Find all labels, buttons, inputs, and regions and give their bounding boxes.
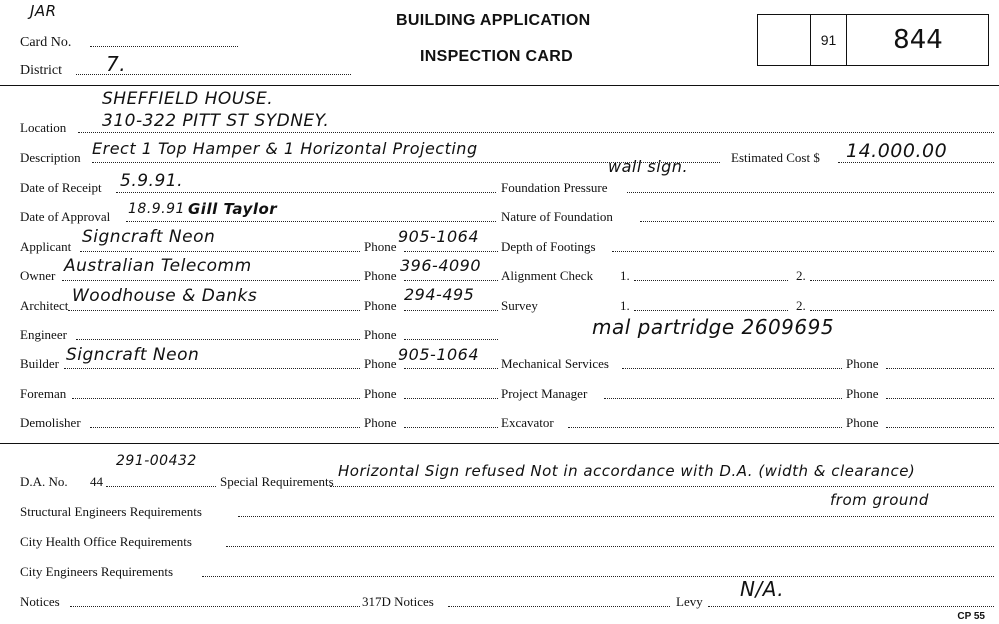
card-no-field[interactable] — [90, 46, 238, 47]
box-number: 844 — [893, 25, 943, 55]
excavator-field[interactable] — [568, 427, 842, 428]
applicant-field[interactable] — [80, 251, 360, 252]
demolisher-phone-label: Phone — [364, 415, 397, 430]
card-title-line1: BUILDING APPLICATION — [396, 12, 591, 29]
box-year: 91 — [811, 15, 847, 65]
levy-value: N/A. — [740, 577, 785, 601]
special-requirements-label: Special Requirements — [220, 474, 334, 489]
date-receipt-value: 5.9.91. — [120, 171, 183, 191]
date-receipt-label: Date of Receipt — [20, 180, 102, 195]
survey-num2: 2. — [796, 298, 806, 313]
owner-phone-label: Phone — [364, 268, 397, 283]
demolisher-label: Demolisher — [20, 415, 81, 430]
engineer-phone-field[interactable] — [404, 339, 498, 340]
location-line2: 310-322 PITT ST SYDNEY. — [102, 111, 330, 131]
builder-label: Builder — [20, 356, 59, 371]
architect-phone-label: Phone — [364, 298, 397, 313]
demolisher-phone-field[interactable] — [404, 427, 498, 428]
alignment-field-1[interactable] — [634, 280, 788, 281]
survey-num1: 1. — [620, 298, 630, 313]
excavator-label: Excavator — [501, 415, 554, 430]
architect-phone-field[interactable] — [404, 310, 498, 311]
engineer-label: Engineer — [20, 327, 67, 342]
foundation-pressure-field[interactable] — [627, 192, 994, 193]
box-blank-cell — [758, 15, 811, 65]
approval-signature: Gill Taylor — [188, 200, 278, 218]
owner-value: Australian Telecomm — [64, 256, 252, 276]
estimated-cost-label: Estimated Cost $ — [731, 150, 820, 165]
alignment-num2: 2. — [796, 268, 806, 283]
builder-value: Signcraft Neon — [66, 345, 200, 365]
da-prefix: 44 — [90, 474, 103, 489]
architect-field[interactable] — [68, 310, 360, 311]
excavator-phone-label: Phone — [846, 415, 879, 430]
applicant-phone: 905-1064 — [398, 227, 480, 246]
demolisher-field[interactable] — [90, 427, 360, 428]
notices-field[interactable] — [70, 606, 360, 607]
location-field[interactable] — [78, 132, 994, 133]
card-no-label: Card No. — [20, 35, 72, 50]
project-manager-phone-label: Phone — [846, 386, 879, 401]
builder-phone-field[interactable] — [404, 368, 498, 369]
divider-top — [0, 85, 999, 86]
alignment-field-2[interactable] — [810, 280, 994, 281]
architect-value: Woodhouse & Danks — [72, 286, 258, 306]
foreman-field[interactable] — [72, 398, 360, 399]
initials: JAR — [30, 2, 57, 20]
project-manager-phone-field[interactable] — [886, 398, 994, 399]
description-cont: wall sign. — [608, 157, 689, 176]
nature-foundation-field[interactable] — [640, 221, 994, 222]
engineer-note: mal partridge 2609695 — [592, 315, 835, 339]
foundation-pressure-label: Foundation Pressure — [501, 180, 608, 195]
da-field[interactable] — [106, 486, 216, 487]
card-title-line2: INSPECTION CARD — [420, 48, 573, 65]
alignment-num1: 1. — [620, 268, 630, 283]
da-value: 291-00432 — [116, 453, 197, 469]
card-number-box — [757, 14, 989, 66]
engineer-phone-label: Phone — [364, 327, 397, 342]
foreman-phone-label: Phone — [364, 386, 397, 401]
applicant-phone-field[interactable] — [404, 251, 498, 252]
date-receipt-field[interactable] — [116, 192, 496, 193]
architect-phone: 294-495 — [404, 285, 475, 304]
owner-field[interactable] — [62, 280, 360, 281]
levy-field[interactable] — [708, 606, 994, 607]
owner-phone-field[interactable] — [404, 280, 498, 281]
location-line1: SHEFFIELD HOUSE. — [102, 89, 274, 109]
description-value: Erect 1 Top Hamper & 1 Horizontal Projecting — [92, 139, 478, 158]
engineer-field[interactable] — [76, 339, 360, 340]
health-field[interactable] — [226, 546, 994, 547]
special-requirements-value: Horizontal Sign refused Not in accordance with D.A. (width & clearance) — [338, 462, 916, 480]
project-manager-label: Project Manager — [501, 386, 588, 401]
applicant-phone-label: Phone — [364, 239, 397, 254]
nature-foundation-label: Nature of Foundation — [501, 209, 613, 224]
depth-footings-field[interactable] — [612, 251, 994, 252]
date-approval-label: Date of Approval — [20, 209, 111, 224]
da-label: D.A. No. — [20, 474, 68, 489]
survey-field-1[interactable] — [634, 310, 788, 311]
health-label: City Health Office Requirements — [20, 534, 192, 549]
mechanical-phone-field[interactable] — [886, 368, 994, 369]
foreman-phone-field[interactable] — [404, 398, 498, 399]
foreman-label: Foreman — [20, 386, 67, 401]
owner-phone: 396-4090 — [400, 256, 482, 275]
structural-label: Structural Engineers Requirements — [20, 504, 202, 519]
applicant-value: Signcraft Neon — [82, 227, 216, 247]
location-label: Location — [20, 120, 67, 135]
city-eng-field[interactable] — [202, 576, 994, 577]
structural-field[interactable] — [238, 516, 994, 517]
divider-middle — [0, 443, 999, 444]
date-approval-value: 18.9.91 — [128, 201, 185, 217]
special-requirements-cont: from ground — [830, 491, 929, 509]
district-value: 7. — [106, 52, 127, 76]
date-approval-field[interactable] — [126, 221, 496, 222]
builder-field[interactable] — [64, 368, 360, 369]
builder-phone: 905-1064 — [398, 345, 480, 364]
estimated-cost-value: 14.000.00 — [846, 140, 948, 162]
owner-label: Owner — [20, 268, 56, 283]
survey-field-2[interactable] — [810, 310, 994, 311]
project-manager-field[interactable] — [604, 398, 842, 399]
alignment-check-label: Alignment Check — [501, 268, 594, 283]
mechanical-phone-label: Phone — [846, 356, 879, 371]
special-requirements-field[interactable] — [330, 486, 994, 487]
description-label: Description — [20, 150, 81, 165]
mechanical-field[interactable] — [622, 368, 842, 369]
notices-317d-label: 317D Notices — [362, 594, 434, 609]
levy-label: Levy — [676, 594, 703, 609]
builder-phone-label: Phone — [364, 356, 397, 371]
district-label: District — [20, 63, 62, 78]
estimated-cost-field[interactable] — [838, 162, 994, 163]
applicant-label: Applicant — [20, 239, 72, 254]
city-eng-label: City Engineers Requirements — [20, 564, 174, 579]
notices-317d-field[interactable] — [448, 606, 670, 607]
mechanical-label: Mechanical Services — [501, 356, 609, 371]
notices-label: Notices — [20, 594, 60, 609]
survey-label: Survey — [501, 298, 538, 313]
excavator-phone-field[interactable] — [886, 427, 994, 428]
architect-label: Architect — [20, 298, 69, 313]
depth-footings-label: Depth of Footings — [501, 239, 596, 254]
form-code: CP 55 — [957, 611, 985, 622]
